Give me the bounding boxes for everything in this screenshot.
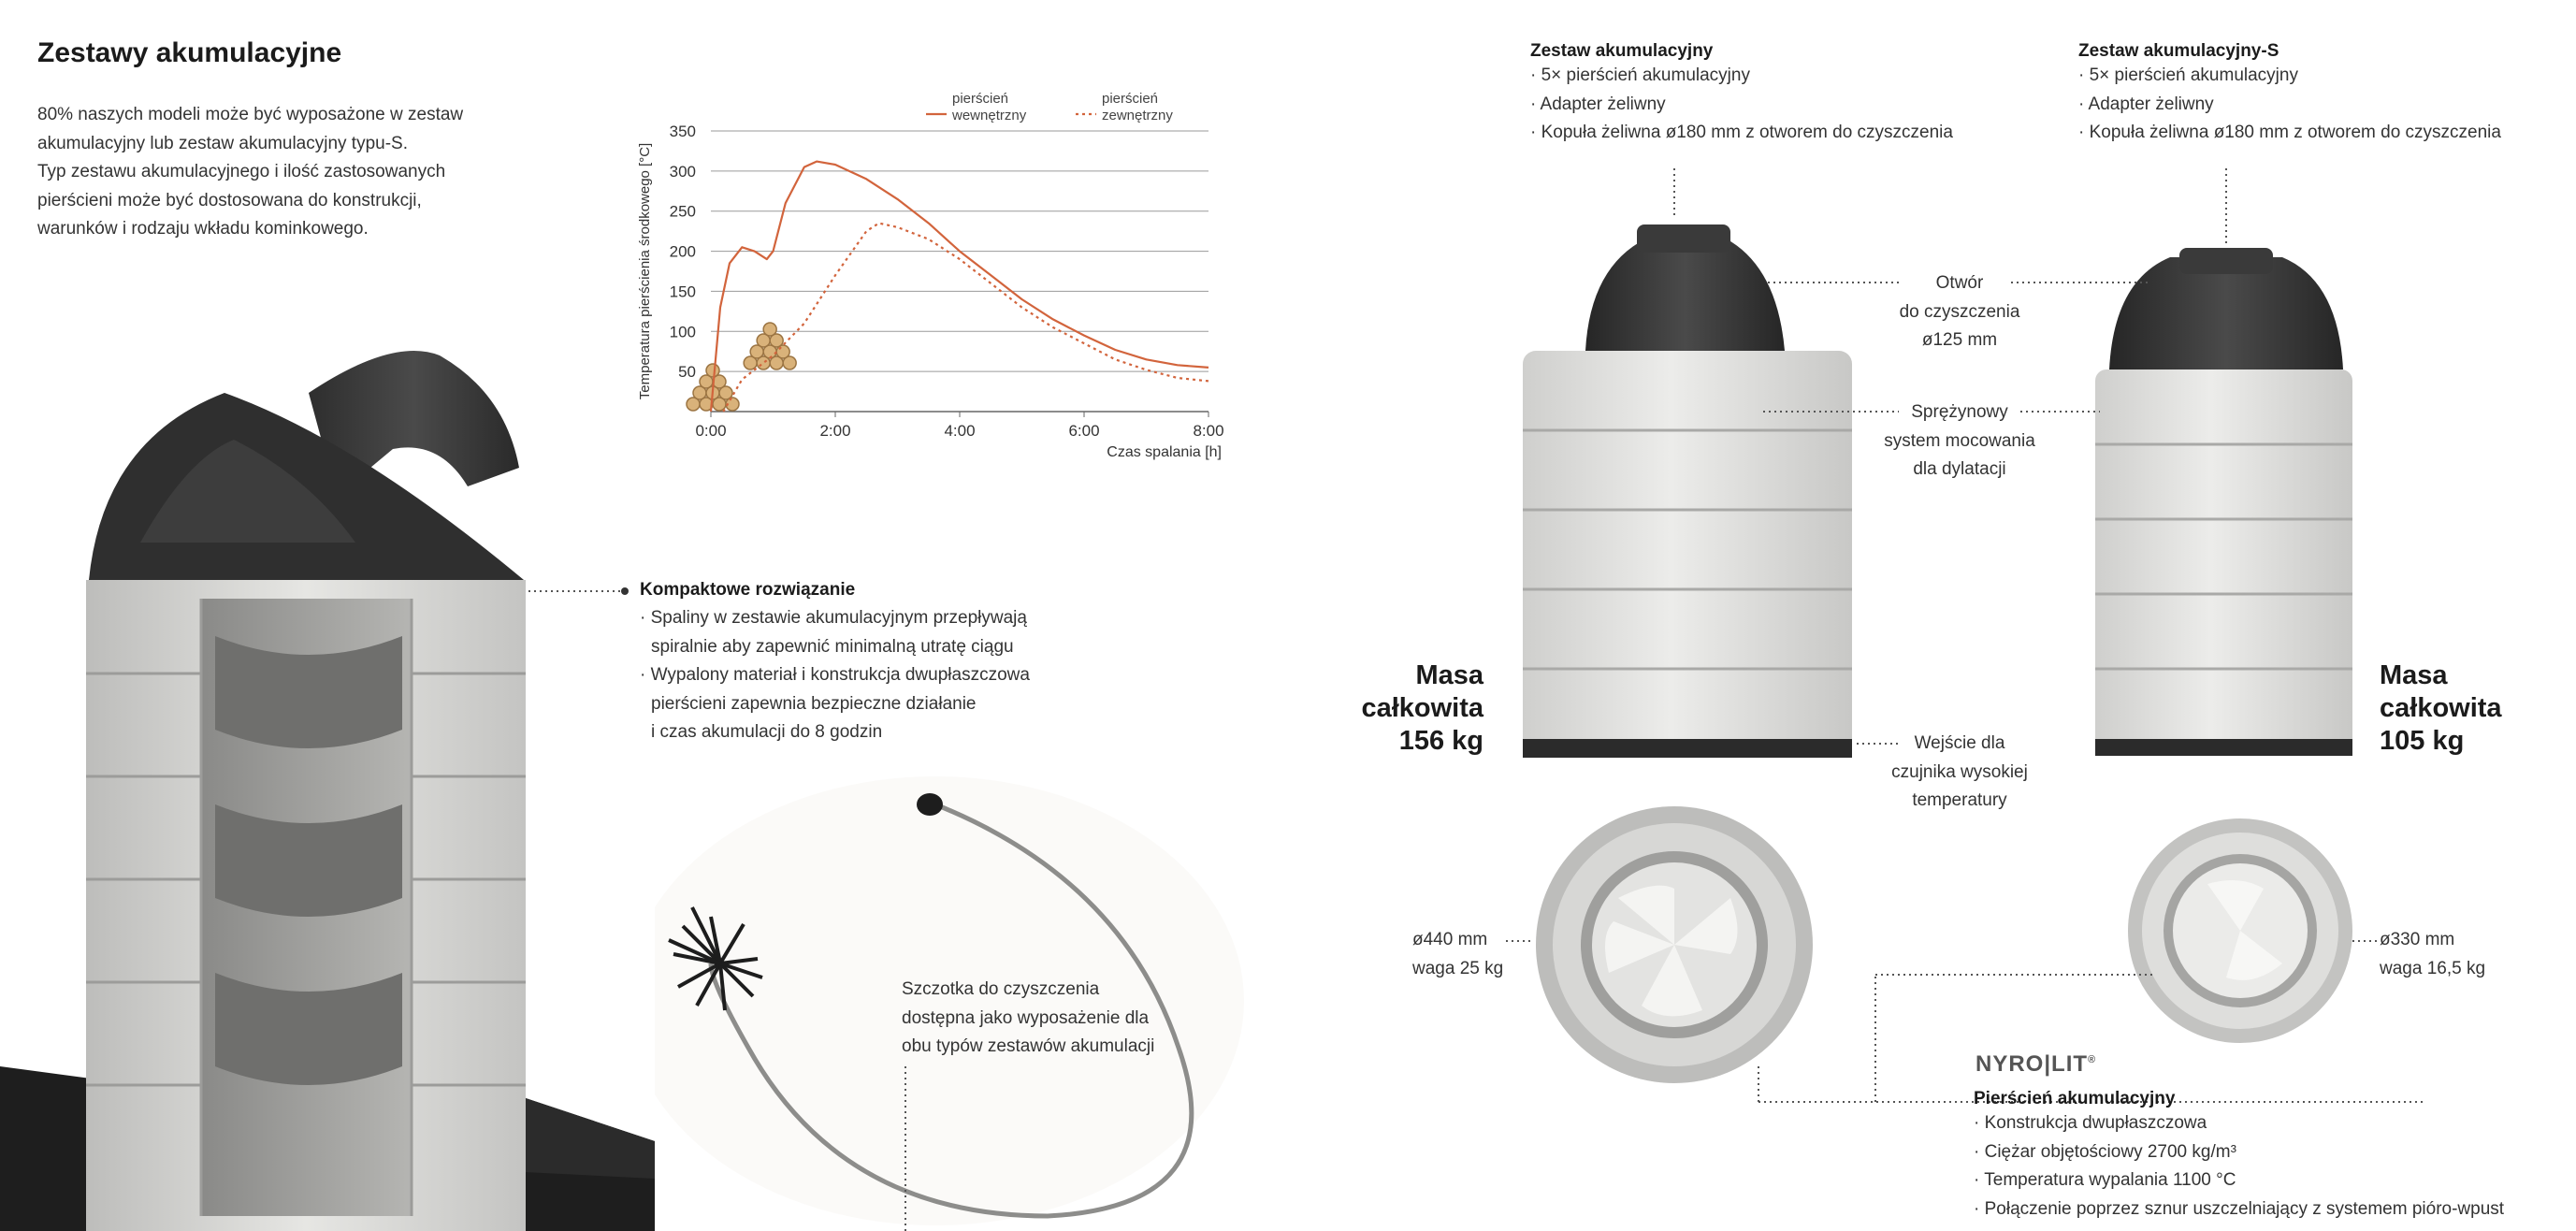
callout-line: system mocowania <box>1884 430 2035 451</box>
set-a-mass <box>1356 659 1483 758</box>
chart-y-tick-label: 150 <box>669 282 696 301</box>
set-b-heading: Zestaw akumulacyjny-S <box>2078 41 2279 61</box>
brush-caption <box>902 976 1154 1062</box>
callout-line: Sprężynowy <box>1911 402 2008 422</box>
intro-line: pierścieni może być dostosowana do konstrukcji, <box>37 190 422 210</box>
set-a-item: · 5× pierścień akumulacyjny <box>1530 65 1750 85</box>
set-b-item: · Adapter żeliwny <box>2078 94 2214 114</box>
mass-line: 105 kg <box>2380 726 2465 756</box>
callout-spring-system <box>1871 398 2048 485</box>
set-a-item: · Kopuła żeliwna ø180 mm z otworem do czyszczenia <box>1530 123 1953 142</box>
legend-label: wewnętrzny <box>952 108 1027 123</box>
ring-item: · Ciężar objętościowy 2700 kg/m³ <box>1974 1141 2236 1162</box>
ring-item: · Połączenie poprzez sznur uszczelniający z systemem pióro-wpust <box>1974 1198 2505 1219</box>
legend-label: pierścień <box>1102 91 1159 107</box>
chart-y-tick-label: 100 <box>669 323 696 341</box>
page-title: Zestawy akumulacyjne <box>37 37 342 68</box>
callout-line: dla dylatacji <box>1913 459 2006 479</box>
brush-caption-line: Szczotka do czyszczenia <box>902 979 1100 999</box>
brush-caption-line: obu typów zestawów akumulacji <box>902 1036 1155 1056</box>
compact-solution-line: spiralnie aby zapewnić minimalną utratę ciągu <box>651 636 1014 657</box>
compact-solution-line: · Spaliny w zestawie akumulacyjnym przepływają <box>640 608 1027 628</box>
mass-line: Masa <box>2380 660 2448 690</box>
chart-y-tick-label: 300 <box>669 162 696 181</box>
intro-line: Typ zestawu akumulacyjnego i ilość zastosowanych <box>37 162 446 181</box>
callout-line: temperatury <box>1912 790 2007 810</box>
chart-y-tick-label: 50 <box>678 363 696 382</box>
compact-solution-block <box>640 580 1030 747</box>
set-b-item: · 5× pierścień akumulacyjny <box>2078 65 2298 85</box>
chart-y-axis-label: Temperatura pierścienia środkowego [°C] <box>637 142 653 400</box>
ring-b-spec <box>2380 926 2485 983</box>
intro-line: akumulacyjny lub zestaw akumulacyjny typu-S. <box>37 133 409 153</box>
brand-registered-mark: ® <box>2088 1054 2097 1065</box>
chart-y-tick-label: 250 <box>669 202 696 221</box>
accumulation-set-cutaway-illustration <box>0 337 673 1231</box>
chart-y-tick-label: 200 <box>669 242 696 261</box>
ring-a-weight: waga 25 kg <box>1412 958 1504 978</box>
temperature-chart <box>617 82 1235 475</box>
nyrolit-logo <box>1975 1051 2096 1078</box>
mass-line: Masa <box>1415 660 1483 690</box>
chart-x-tick-label: 8:00 <box>1193 422 1224 440</box>
callout-line: Wejście dla <box>1914 733 2005 753</box>
brush-caption-line: dostępna jako wyposażenie dla <box>902 1007 1150 1028</box>
ring-description <box>1974 1089 2504 1224</box>
legend-label: zewnętrzny <box>1102 108 1173 123</box>
chart-x-tick-label: 4:00 <box>944 422 976 440</box>
ring-item: · Temperatura wypalania 1100 °C <box>1974 1170 2236 1190</box>
ring-item: · Konstrukcja dwupłaszczowa <box>1974 1113 2207 1133</box>
ring-b-weight: waga 16,5 kg <box>2380 958 2486 978</box>
chart-x-tick-label: 2:00 <box>819 422 851 440</box>
brand-name: NYRO|LIT <box>1975 1051 2089 1077</box>
callout-cleaning-opening <box>1880 269 2039 355</box>
intro-line: warunków i rodzaju wkładu kominkowego. <box>37 219 369 239</box>
ring-a-diameter: ø440 mm <box>1412 930 1488 949</box>
set-a-description <box>1530 41 1953 148</box>
set-a-item: · Adapter żeliwny <box>1530 94 1666 114</box>
ring-heading: Pierścień akumulacyjny <box>1974 1089 2176 1108</box>
chart-y-tick-label: 350 <box>669 123 696 140</box>
compact-solution-heading: Kompaktowe rozwiązanie <box>640 580 856 600</box>
set-b-mass <box>2380 659 2502 758</box>
firewood-stack-icon <box>744 323 796 369</box>
set-b-description <box>2078 41 2501 148</box>
series-inner-ring-line <box>711 162 1208 412</box>
legend-label: pierścień <box>952 91 1009 107</box>
compact-solution-line: · Wypalony materiał i konstrukcja dwupłaszczowa <box>640 665 1030 685</box>
mass-line: 156 kg <box>1398 726 1483 756</box>
mass-line: całkowita <box>2380 693 2502 723</box>
chart-x-tick-label: 0:00 <box>695 422 727 440</box>
ring-a-spec <box>1412 926 1503 983</box>
ring-b-diameter: ø330 mm <box>2380 930 2455 949</box>
callout-line: ø125 mm <box>1921 330 1998 350</box>
callout-line: do czyszczenia <box>1899 301 2020 322</box>
set-a-heading: Zestaw akumulacyjny <box>1530 41 1714 61</box>
compact-solution-line: i czas akumulacji do 8 godzin <box>651 722 883 742</box>
compact-solution-line: pierścieni zapewnia bezpieczne działanie <box>651 693 977 714</box>
set-b-item: · Kopuła żeliwna ø180 mm z otworem do czyszczenia <box>2078 123 2501 142</box>
chart-x-tick-label: 6:00 <box>1068 422 1100 440</box>
callout-line: Otwór <box>1935 273 1984 293</box>
chart-svg <box>617 82 1235 475</box>
chart-x-axis-label: Czas spalania [h] <box>1107 444 1222 460</box>
callout-line: czujnika wysokiej <box>1891 761 2028 782</box>
mass-line: całkowita <box>1361 693 1483 723</box>
intro-line: 80% naszych modeli może być wyposażone w zestaw <box>37 105 464 124</box>
intro-paragraph <box>37 101 463 244</box>
